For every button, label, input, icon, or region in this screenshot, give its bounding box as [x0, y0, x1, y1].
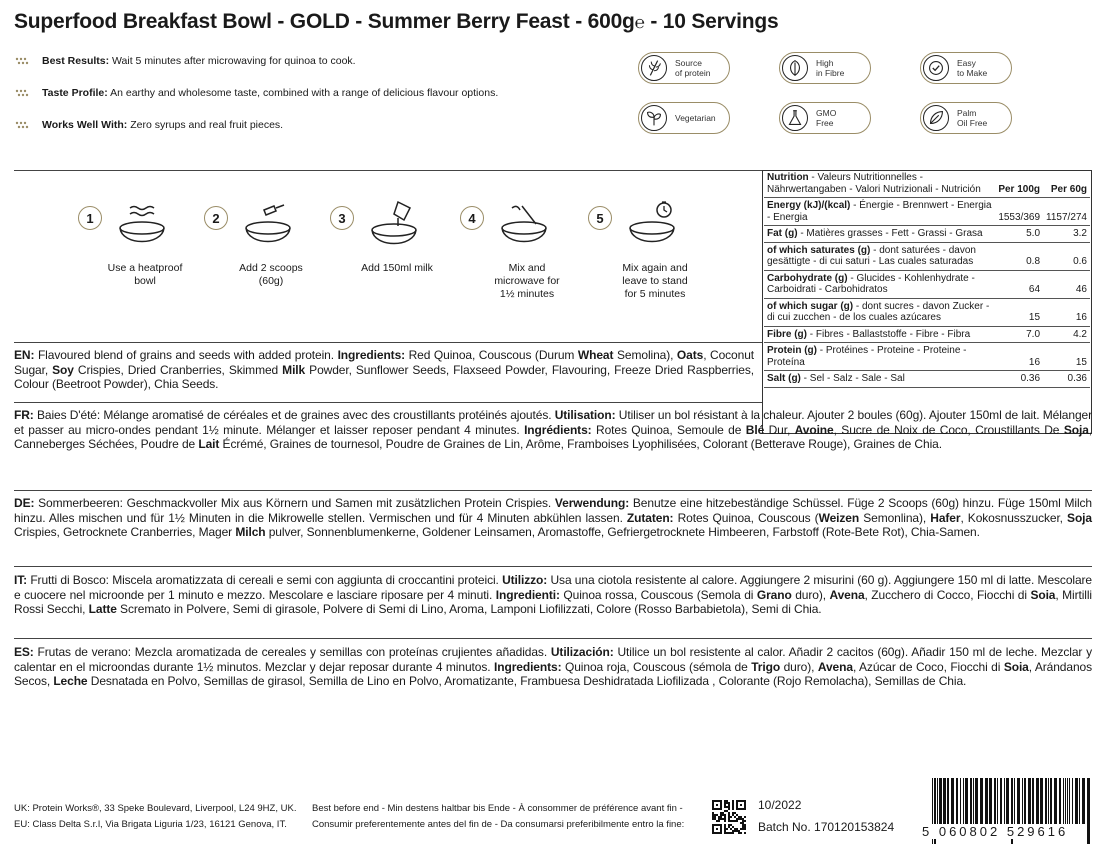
- ingredients-fr: FR: Baies D'été: Mélange aromatisé de céréales et de graines avec des croustillants protéinés ajoutés. Utilisation: Utiliser un bol résistant à la chaleur. Ajouter 2 boules (60g). Ajouter 150ml de lait. Mélanger et passer au micro-ondes pendant 1½ minute. Mélanger et laisser reposer pendant 4 minutes. Ingrédients: Rotes Quinoa, Semoule de Blé Dur, Avoine, Sucre de Noix de Coco, Croustillants De Soja, Canneberges Séchées, Poudre de Lait Écrémé, Graines de tournesol, Poudre de Graines de Lin, Arôme, Framboises Lyophilisées, Colorant (Betterave Rouge), Graines de Chia.: [14, 408, 1093, 451]
- barcode-number: 5 060802 529616: [922, 824, 1069, 839]
- ingredients-en: EN: Flavoured blend of grains and seeds with added protein. Ingredients: Red Quinoa, Couscous (Durum Wheat Semolina), Oats, Coconut Sugar, Soy Crispies, Dried Cranberries, Skimmed Milk Powder, Sunflower Seeds, Flaxseed Powder, Flavouring, Freeze Dried Raspberries, Colour (Beetroot Powder), Chia Seeds.: [14, 348, 755, 391]
- language-divider: [14, 490, 1092, 491]
- info-row: [14, 54, 356, 68]
- feature-badge: [779, 102, 871, 134]
- nutrition-table: [764, 170, 1090, 388]
- step-number: 1: [78, 206, 102, 230]
- step-caption: Use a heatproof bowl: [107, 262, 183, 287]
- info-text: Wait 5 minutes after microwaving for quinoa to cook.: [112, 55, 356, 67]
- badge-label: Palm Oil Free: [957, 108, 988, 128]
- uk-address: UK: Protein Works®, 33 Speke Boulevard, Liverpool, L24 9HZ, UK.: [14, 803, 297, 814]
- info-label: Taste Profile:: [42, 87, 108, 99]
- language-divider: [14, 566, 1092, 567]
- nutrition-row: Salt (g) - Sel - Salz - Sale - Sal 0.36 0.36: [764, 371, 1090, 388]
- preparation-steps: [14, 170, 762, 340]
- badge-label: Source of protein: [675, 58, 711, 78]
- sprout-icon: [641, 105, 667, 131]
- feature-badge: [638, 102, 730, 134]
- best-before-text: Best before end - Min destens haltbar bis Ende - À consommer de préférence avant fin -: [312, 803, 683, 814]
- badge-label: GMO Free: [816, 108, 837, 128]
- dots-icon: [14, 88, 34, 98]
- info-label: Best Results:: [42, 55, 110, 67]
- ingredients-de: DE: Sommerbeeren: Geschmackvoller Mix aus Körnern und Samen mit zusätzlichen Protein Crispies. Verwendung: Benutze eine hitzebeständige Schüssel. Füge 2 Scoops (60g) hinzu. Füge 150ml Milch hinzu. Alles mischen und für 1½ Minuten in die Mikrowelle stellen. Vermischen und für 4 Minuten abkühlen lassen. Zutaten: Rotes Quinoa, Couscous (Weizen Semonlina), Hafer, Kokosnusszucker, Soja Crispies, Getrocknete Cranberries, Mager Milch pulver, Sonnenblumenkerne, Goldener Leinsamen, Aromastoffe, Gefriergetrocknete Himbeeren, Farbstoff (Rote-Bete Rot), Chia-Samen.: [14, 496, 1092, 539]
- bowl-icon: [116, 200, 168, 248]
- leaf-icon: [782, 55, 808, 81]
- dots-icon: [14, 56, 34, 66]
- step-caption: Add 150ml milk: [361, 262, 433, 274]
- dots-icon: [14, 120, 34, 130]
- estimated-sign: ℮: [634, 13, 645, 32]
- bowl-icon: [368, 200, 420, 248]
- nutrition-header-row: Nutrition - Valeurs Nutritionnelles - Nährwertangaben - Valori Nutrizionali - Nutrición Per 100g Per 60g: [764, 170, 1090, 198]
- best-before-text-2: Consumir preferentemente antes del fin de - Da consumarsi preferibilmente entro la fine:: [312, 819, 685, 830]
- batch-number: Batch No. 170120153824: [758, 820, 895, 834]
- bowl-icon: [626, 200, 678, 248]
- flask-icon: [782, 105, 808, 131]
- product-title: Superfood Breakfast Bowl - GOLD - Summer Berry Feast - 600g℮ - 10 Servings: [14, 10, 779, 33]
- step-number: 3: [330, 206, 354, 230]
- wheat-icon: [641, 55, 667, 81]
- bowl-icon: [498, 200, 550, 248]
- badge-label: High in Fibre: [816, 58, 845, 78]
- step-caption: Mix and microwave for 1½ minutes: [494, 262, 560, 300]
- nutrition-row: Carbohydrate (g) - Glucides - Kohlenhydrate - Carboidrati - Carbohidratos 64 46: [764, 270, 1090, 298]
- nutrition-row: Energy (kJ)/(kcal) - Énergie - Brennwert - Energia - Energia 1553/369 1157/274: [764, 198, 1090, 226]
- step-number: 5: [588, 206, 612, 230]
- nutrition-row: Fibre (g) - Fibres - Ballaststoffe - Fibre - Fibra 7.0 4.2: [764, 326, 1090, 343]
- info-row: [14, 118, 283, 132]
- eu-address: EU: Class Delta S.r.l, Via Brigata Liguria 1/23, 16121 Genova, IT.: [14, 819, 287, 830]
- ingredients-it: IT: Frutti di Bosco: Miscela aromatizzata di cereali e semi con aggiunta di croccantini proteici. Utilizzo: Usa una ciotola resistente al calore. Aggiungere 2 misurini (60 g). Aggiungere 150 ml di latte. Mescolare e cuocere nel microonde per 1 minuto e mezzo. Mescolare e lasciare riposare per 4 minuti. Ingredienti: Quinoa rossa, Couscous (Semola di Grano duro), Avena, Zucchero di Cocco, Fiocchi di Soia, Mirtilli Rossi Secchi, Latte Scremato in Polvere, Semi di girasole, Polvere di Semi di Lino, Aroma, Lamponi Liofilizzati, Colore (Rosso Barbabietola), Semi di Chia.: [14, 573, 1092, 616]
- info-label: Works Well With:: [42, 119, 128, 131]
- step-caption: Add 2 scoops (60g): [239, 262, 303, 287]
- language-divider: [14, 402, 762, 403]
- check-icon: [923, 55, 949, 81]
- qr-code-icon: [712, 800, 746, 834]
- palm-leaf-icon: [923, 105, 949, 131]
- badge-label: Easy to Make: [957, 58, 988, 78]
- nutrition-row: of which sugar (g) - dont sucres - davon Zucker - di cui zucchen - de los cuales azúcares 15 16: [764, 298, 1090, 326]
- ingredients-es: ES: Frutas de verano: Mezcla aromatizada de cereales y semillas con proteínas crujientes añadidas. Utilización: Utilice un bol resistente al calor. Añadir 2 cacitos (60g). Añadir 150 ml de leche. Mezclar y calentar en el microondas durante 1½ minutos. Mezclar y dejar reposar durante 4 minutos. Ingredients: Quinoa roja, Couscous (sémola de Trigo duro), Avena, Azúcar de Coco, Fiocchi di Soia, Arándanos Secos, Leche Desnatada en Polvo, Semillas de girasol, Semilla de Lino en Polvo, Aromatizante, Frambuesa Deshidratada Liofilizada , Colorante (Rojo Remolacha), Semillas de Chia.: [14, 645, 1092, 688]
- feature-badge: [920, 52, 1012, 84]
- nutrition-row: of which saturates (g) - dont saturées - davon gesättigte - di cui saturi - Las cuales saturadas 0.8 0.6: [764, 242, 1090, 270]
- best-before-date: 10/2022: [758, 798, 802, 812]
- info-text: An earthy and wholesome taste, combined with a range of delicious flavour options.: [110, 87, 499, 99]
- step-caption: Mix again and leave to stand for 5 minutes: [622, 262, 688, 300]
- language-divider: [14, 638, 1092, 639]
- bowl-icon: [242, 200, 294, 248]
- step-number: 2: [204, 206, 228, 230]
- feature-badge: [638, 52, 730, 84]
- info-text: Zero syrups and real fruit pieces.: [130, 119, 284, 131]
- feature-badge: [920, 102, 1012, 134]
- badge-label: Vegetarian: [675, 113, 716, 123]
- info-row: [14, 86, 498, 100]
- step-number: 4: [460, 206, 484, 230]
- steps-divider: [14, 342, 762, 343]
- feature-badge: [779, 52, 871, 84]
- nutrition-row: Fat (g) - Matières grasses - Fett - Grassi - Grasa 5.0 3.2: [764, 226, 1090, 243]
- nutrition-row: Protein (g) - Protéines - Proteine - Proteine - Proteína 16 15: [764, 343, 1090, 371]
